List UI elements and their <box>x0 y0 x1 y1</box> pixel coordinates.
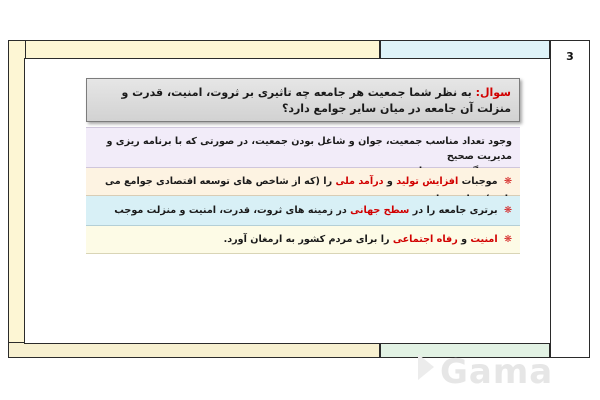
page-number: 3 <box>566 50 574 63</box>
point-1 <box>86 168 520 196</box>
point-1-text-c: را (که از شاخص های توسعه اقتصادی جوامع می <box>104 176 333 187</box>
point-2-text-b: در زمینه های ثروت، قدرت، امنیت و منزلت موجب <box>114 205 347 216</box>
question-box <box>86 78 520 122</box>
intro-line-1: وجود تعداد مناسب جمعیت، جوان و شاغل بودن جمعیت، در صورتی که با برنامه ریزی و مدیریت صحیح <box>106 136 512 162</box>
bullet-flower-icon: ❋ <box>503 205 512 216</box>
bullet-flower-icon: ❋ <box>503 234 512 245</box>
point-1-highlight-production: افزایش تولید <box>396 176 459 187</box>
bullet-flower-icon: ❋ <box>503 176 512 187</box>
point-1-text-b: و <box>383 176 397 187</box>
point-2 <box>86 196 520 226</box>
point-2-text-a: برتری جامعه را در <box>409 205 498 216</box>
intro-block <box>86 127 520 168</box>
point-2-highlight-global: سطح جهانی <box>350 205 410 216</box>
point-1-text-a: موجبات <box>458 176 498 187</box>
frame-right-strip <box>550 40 590 358</box>
point-1-highlight-income: درآمد ملی <box>335 176 384 187</box>
point-3 <box>86 226 520 254</box>
question-text: به نظر شما جمعیت هر جامعه چه تاثیری بر ثروت، امنیت، قدرت و منزلت آن جامعه در میان سایر جوامع دارد؟ <box>121 86 511 115</box>
question-label: سوال: <box>475 86 511 99</box>
frame-bottom-left-strip <box>8 342 380 358</box>
frame-top-right-strip <box>380 40 550 60</box>
point-3-text-b: را برای مردم کشور به ارمغان آورد. <box>223 234 393 245</box>
point-3-text-a: و <box>457 234 471 245</box>
gama-logo-icon <box>414 350 438 384</box>
point-3-highlight-security: امنیت <box>470 234 498 245</box>
point-3-highlight-welfare: رفاه اجتماعی <box>392 234 458 245</box>
watermark-logo: Gama <box>440 352 554 392</box>
frame-top-left-strip <box>8 40 380 60</box>
